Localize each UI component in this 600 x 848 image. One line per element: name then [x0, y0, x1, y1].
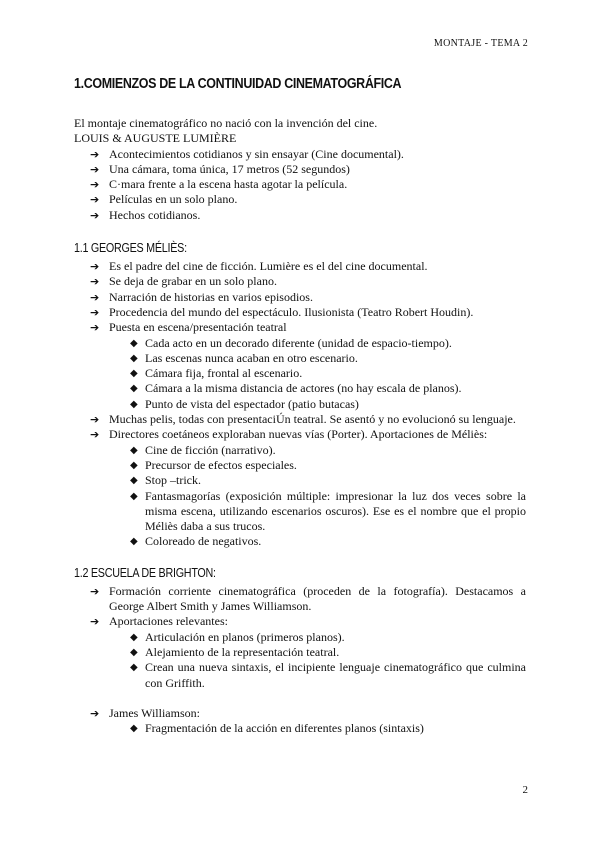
diamond-bullet-icon: ◆	[130, 662, 138, 674]
diamond-bullet-icon: ◆	[130, 631, 138, 643]
sublist-item: ◆ Punto de vista del espectador (patio butacas)	[130, 396, 359, 411]
section-title-comienzos: 1.COMIENZOS DE LA CONTINUIDAD CINEMATOGRÁFICA	[74, 76, 402, 92]
sublist-item: ◆ Articulación en planos (primeros planos).	[130, 629, 345, 644]
williamson-sublist	[109, 721, 526, 736]
diamond-bullet-icon: ◆	[130, 475, 138, 487]
section-title-brighton: 1.2 ESCUELA DE BRIGHTON:	[74, 565, 216, 580]
sublist-item: ◆ Coloreado de negativos.	[130, 534, 262, 549]
arrow-bullet-icon: ➔	[90, 275, 100, 289]
sublist-item: ◆ Cada acto en un decorado diferente (unidad de espacio-tiempo).	[130, 335, 452, 350]
brighton-list	[74, 584, 526, 691]
arrow-bullet-icon: ➔	[90, 305, 100, 319]
diamond-bullet-icon: ◆	[130, 398, 138, 410]
arrow-bullet-icon: ➔	[90, 193, 100, 207]
sublist-item: ◆ Precursor de efectos especiales.	[130, 457, 297, 472]
arrow-bullet-icon: ➔	[90, 584, 100, 598]
list-item: ➔ Puesta en escena/presentación teatral ◆ Cada acto en un decorado diferente (unidad de espacio-tiempo). ◆ Las escenas nunca acaban en otro escenario. ◆ Cámara fija, frontal al escenario. ◆ Cámara a la misma distancia de actores (no hay escala de planos). ◆ Punto de vista del espectador (patio butacas)	[74, 320, 526, 412]
arrow-bullet-icon: ➔	[90, 147, 100, 161]
arrow-bullet-icon: ➔	[90, 706, 100, 720]
lumiere-subhead: LOUIS & AUGUSTE LUMIÈRE	[74, 131, 237, 146]
list-item: ➔ Acontecimientos cotidianos y sin ensayar (Cine documental).	[90, 146, 404, 161]
puesta-sublist	[109, 336, 526, 412]
list-item: ➔ Narración de historias en varios episodios.	[90, 289, 313, 304]
melies-list	[74, 259, 526, 550]
running-header: MONTAJE - TEMA 2	[433, 38, 528, 49]
list-item: ➔ James Williamson: ◆ Fragmentación de la acción en diferentes planos (sintaxis)	[74, 706, 526, 737]
sublist-item: ◆ Las escenas nunca acaban en otro escenario.	[130, 350, 358, 365]
arrow-bullet-icon: ➔	[90, 428, 100, 442]
sublist-item: ◆ Crean una nueva sintaxis, el incipiente lenguaje cinematográfico que culmina con Griffith.	[130, 660, 526, 690]
sublist-item: ◆ Cámara fija, frontal al escenario.	[130, 366, 303, 381]
list-item: ➔ Hechos cotidianos.	[90, 207, 201, 222]
lumiere-list	[74, 147, 526, 223]
sublist-item: ◆ Stop –trick.	[130, 473, 201, 488]
diamond-bullet-icon: ◆	[130, 352, 138, 364]
arrow-bullet-icon: ➔	[90, 208, 100, 222]
arrow-bullet-icon: ➔	[90, 321, 100, 335]
list-item: ➔ Muchas pelis, todas con presentaciÚn teatral. Se asentó y no evolucionó su lenguaje.	[90, 412, 516, 427]
intro-paragraph: El montaje cinematográfico no nació con la invención del cine.	[74, 116, 378, 130]
arrow-bullet-icon: ➔	[90, 162, 100, 176]
sublist-item: ◆ Alejamiento de la representación teatral.	[130, 644, 340, 659]
williamson-list	[74, 706, 526, 737]
list-item: ➔ C·mara frente a la escena hasta agotar la película.	[90, 177, 348, 192]
diamond-bullet-icon: ◆	[130, 337, 138, 349]
sublist-item: ◆ Fragmentación de la acción en diferentes planos (sintaxis)	[130, 721, 424, 736]
list-item: ➔ Aportaciones relevantes: ◆ Articulación en planos (primeros planos). ◆ Alejamiento de la representación teatral. ◆ Crean una nueva sintaxis, el incipiente lenguaje cinematográfico que culmina con Griffith.	[90, 614, 526, 690]
list-item: ➔ Películas en un solo plano.	[90, 192, 238, 207]
arrow-bullet-icon: ➔	[90, 413, 100, 427]
diamond-bullet-icon: ◆	[130, 490, 138, 502]
list-item: ➔ Formación corriente cinematográfica (proceden de la fotografía). Destacamos a George Albert Smith y James Williamson.	[90, 583, 526, 614]
arrow-bullet-icon: ➔	[90, 178, 100, 192]
diamond-bullet-icon: ◆	[130, 383, 138, 395]
aportaciones-melies-sublist	[109, 443, 526, 550]
arrow-bullet-icon: ➔	[90, 290, 100, 304]
diamond-bullet-icon: ◆	[130, 368, 138, 380]
list-item: ➔ Es el padre del cine de ficción. Lumière es el del cine documental.	[90, 259, 428, 274]
diamond-bullet-icon: ◆	[130, 459, 138, 471]
list-item: ➔ Directores coetáneos exploraban nuevas vías (Porter). Aportaciones de Méliès: ◆ Cine de ficción (narrativo). ◆ Precursor de efectos especiales. ◆ Stop –trick. ◆ Fantasmagorías (exposición múltiple: impresionar la luz dos veces sobre la misma escena, utilizando escenarios oscuros). Ese es el nombre que el propio Méliès daba a sus trucos. ◆ Coloreado de negativos.	[90, 427, 526, 549]
list-item: ➔ Una cámara, toma única, 17 metros (52 segundos)	[90, 161, 350, 176]
list-item: ➔ Se deja de grabar en un solo plano.	[90, 274, 277, 289]
page-number: 2	[522, 784, 528, 796]
sublist-item: ◆ Cine de ficción (narrativo).	[130, 442, 276, 457]
arrow-bullet-icon: ➔	[90, 260, 100, 274]
sublist-item: ◆ Fantasmagorías (exposición múltiple: impresionar la luz dos veces sobre la misma escena, utilizando escenarios oscuros). Ese es el nombre que el propio Méliès daba a sus trucos.	[130, 488, 526, 534]
aportaciones-brighton-sublist	[109, 630, 526, 691]
section-title-melies: 1.1 GEORGES MÉLIÈS:	[74, 241, 187, 256]
diamond-bullet-icon: ◆	[130, 646, 138, 658]
diamond-bullet-icon: ◆	[130, 536, 138, 548]
arrow-bullet-icon: ➔	[90, 615, 100, 629]
diamond-bullet-icon: ◆	[130, 444, 138, 456]
page-content	[74, 76, 526, 736]
list-item: ➔ Procedencia del mundo del espectáculo. Ilusionista (Teatro Robert Houdin).	[90, 304, 474, 319]
sublist-item: ◆ Cámara a la misma distancia de actores (no hay escala de planos).	[130, 381, 462, 396]
diamond-bullet-icon: ◆	[130, 723, 138, 735]
